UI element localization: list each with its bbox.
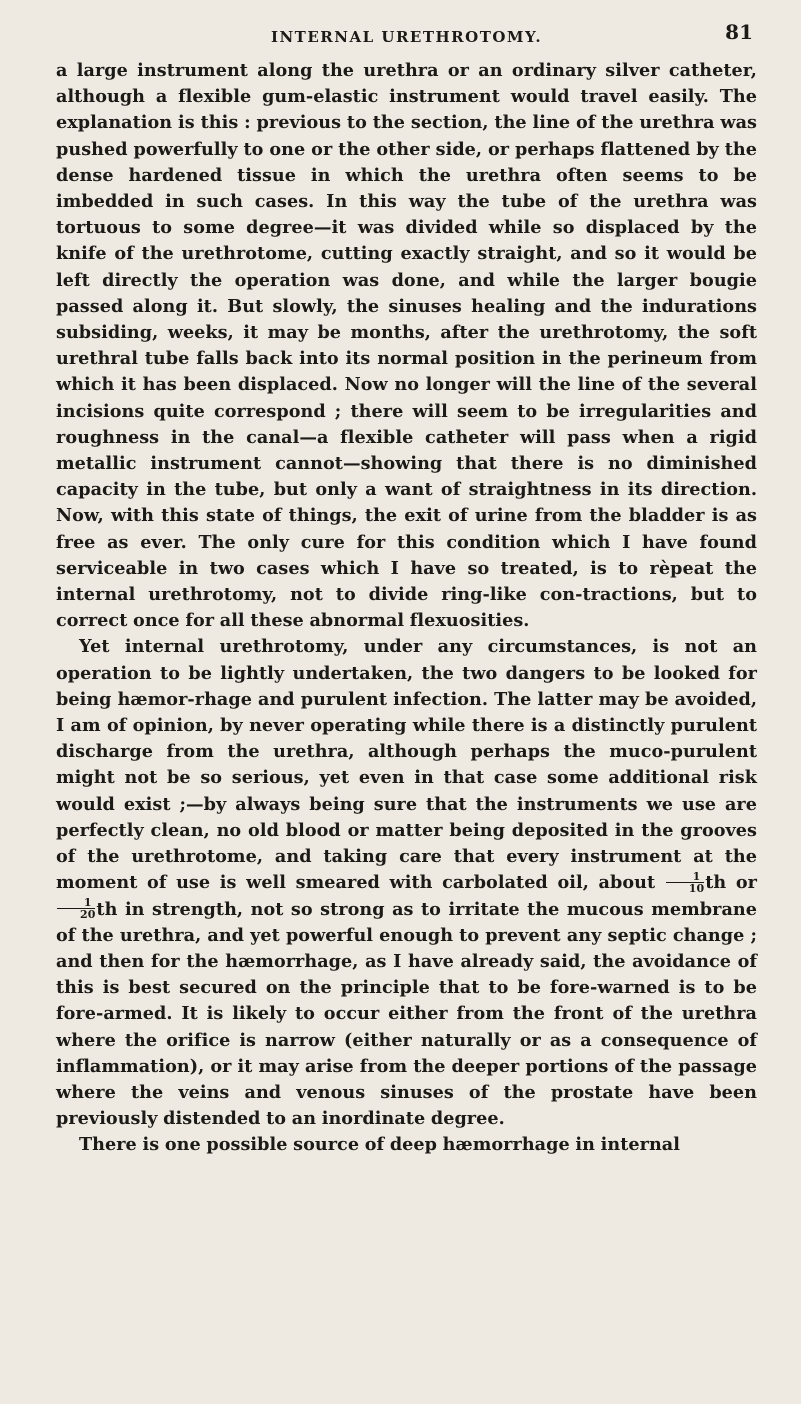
page-number: 81	[725, 20, 753, 44]
paragraph-2-text-a: Yet internal urethrotomy, under any circumstances, is not an operation to be lightly undertaken, the two dangers to be looked for being hæmor-rhage and purulent infection. The latter may be avoided, I am of opinion, by never operating while there is a distinctly purulent discharge from the urethra, although perhaps the muco-purulent might not be so serious, yet even in that case some additional risk would exist ;—by always being sure that the instruments we use are perfectly clean, no old blood or matter being deposited in the grooves of the urethrotome, and taking care that every instrument at the moment of use is well smeared with carbolated oil, about	[56, 636, 757, 894]
fraction-numerator: 1	[57, 897, 95, 909]
paragraph-2	[56, 634, 757, 1132]
fraction-one-tenth	[666, 871, 704, 894]
fraction-denominator: 10	[688, 881, 705, 895]
running-head: INTERNAL URETHROTOMY.	[270, 28, 543, 46]
paragraph-2-text-b: th in strength, not so strong as to irritate the mucous membrane of the urethra, and yet powerful enough to prevent any septic change ; and then for the hæmorrhage, as I have already said, the avoidance of this is best secured on the principle that to be fore-warned is to be fore-armed. It is likely to occur either from the front of the urethra where the orifice is narrow (either naturally or as a consequence of inflammation), or it may arise from the deeper portions of the passage where the veins and venous sinuses of the prostate have been previously distended to an inordinate degree.	[56, 898, 757, 1130]
body-text	[56, 58, 757, 1159]
paragraph-3: There is one possible source of deep hæmorrhage in internal	[79, 1134, 680, 1156]
page-header	[56, 0, 757, 58]
fraction-denominator: 20	[80, 908, 96, 921]
fraction-numerator: 1	[666, 871, 704, 883]
paragraph-2-th-or: th or	[705, 872, 757, 894]
fraction-one-twentieth	[57, 897, 95, 920]
paragraph-1: a large instrument along the urethra or an ordinary silver catheter, although a flexible gum-elastic instrument would travel easily. The explanation is this : previous to the section, the line of the urethra was pushed powerfully to one or the other side, or perhaps flattened by the dense hardened tissue in which the urethra often seems to be imbedded in such cases. In this way the tube of the urethra was tortuous to some degree—it was divided while so displaced by the knife of the urethrotome, cutting exactly straight, and so it would be left directly the operation was done, and while the larger bougie passed along it. But slowly, the sinuses healing and the indurations subsiding, weeks, it may be months, after the urethrotomy, the soft urethral tube falls back into its normal position in the perineum from which it has been displaced. Now no longer will the line of the several incisions quite correspond ; there will seem to be irregularities and roughness in the canal—a flexible catheter will pass when a rigid metallic instrument cannot—showing that there is no diminished capacity in the tube, but only a want of straightness in its direction. Now, with this state of things, the exit of urine from the bladder is as free as ever. The only cure for this condition which I have found serviceable in two cases which I have so treated, is to rèpeat the internal urethrotomy, not to divide ring-like con-tractions, but to correct once for all these abnormal flexuosities.	[56, 60, 757, 632]
